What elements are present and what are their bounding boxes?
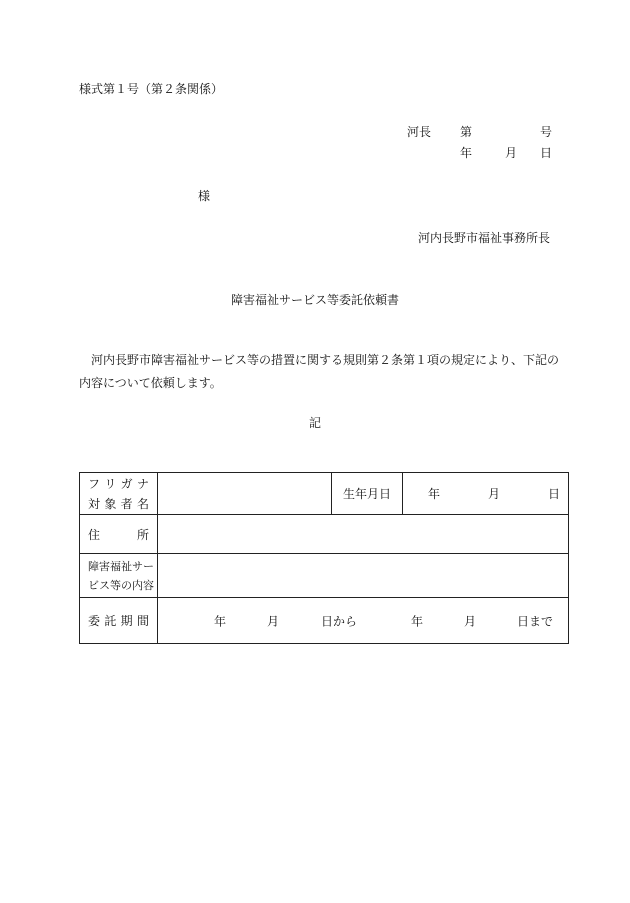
date-day: 日 — [540, 146, 553, 160]
from-day: 日から — [321, 614, 358, 628]
birth-year: 年 — [427, 487, 440, 501]
request-table — [79, 472, 569, 644]
table-row — [80, 515, 569, 554]
period-input[interactable] — [158, 598, 569, 644]
subject-name-input[interactable] — [158, 473, 332, 515]
to-day: 日まで — [517, 614, 554, 628]
table-row — [80, 598, 569, 644]
table-row — [80, 473, 569, 515]
ki-heading: 記 — [308, 416, 321, 430]
number-dai: 第 — [460, 125, 473, 139]
address-label-2: 所 — [136, 527, 149, 542]
service-content-input[interactable] — [158, 554, 569, 598]
service-label-cell — [80, 554, 158, 598]
birth-date-input[interactable] — [403, 473, 569, 515]
form-number-label: 様式第１号（第２条関係） — [79, 82, 224, 96]
subject-name-label: 対 象 者 名 — [88, 496, 149, 511]
address-label-1: 住 — [88, 527, 101, 542]
name-label-cell — [80, 473, 158, 515]
birth-day: 日 — [547, 487, 560, 501]
date-month: 月 — [505, 146, 518, 160]
number-gou: 号 — [540, 125, 553, 139]
to-year: 年 — [411, 614, 424, 628]
document-title: 障害福祉サービス等委託依頼書 — [230, 293, 399, 307]
service-label-line-1: 障害福祉サー — [88, 559, 154, 573]
date-year: 年 — [460, 146, 473, 160]
birth-month: 月 — [487, 487, 500, 501]
period-label-cell: 委 託 期 間 — [80, 598, 158, 644]
from-month: 月 — [267, 614, 280, 628]
issuer-name: 河内長野市福祉事務所長 — [417, 231, 550, 245]
body-paragraph: 河内長野市障害福祉サービス等の措置に関する規則第２条第１項の規定により、下記の内容について依頼します。 — [79, 353, 560, 390]
address-label-cell — [80, 515, 158, 554]
birth-date-label: 生年月日 — [332, 473, 403, 515]
address-input[interactable] — [158, 515, 569, 554]
from-year: 年 — [214, 614, 227, 628]
table-row — [80, 554, 569, 598]
service-label-line-2: ビス等の内容 — [88, 578, 154, 592]
addressee-suffix: 様 — [198, 189, 211, 203]
to-month: 月 — [464, 614, 477, 628]
furigana-label: フ リ ガ ナ — [88, 476, 149, 491]
city-prefix: 河長 — [407, 125, 432, 139]
